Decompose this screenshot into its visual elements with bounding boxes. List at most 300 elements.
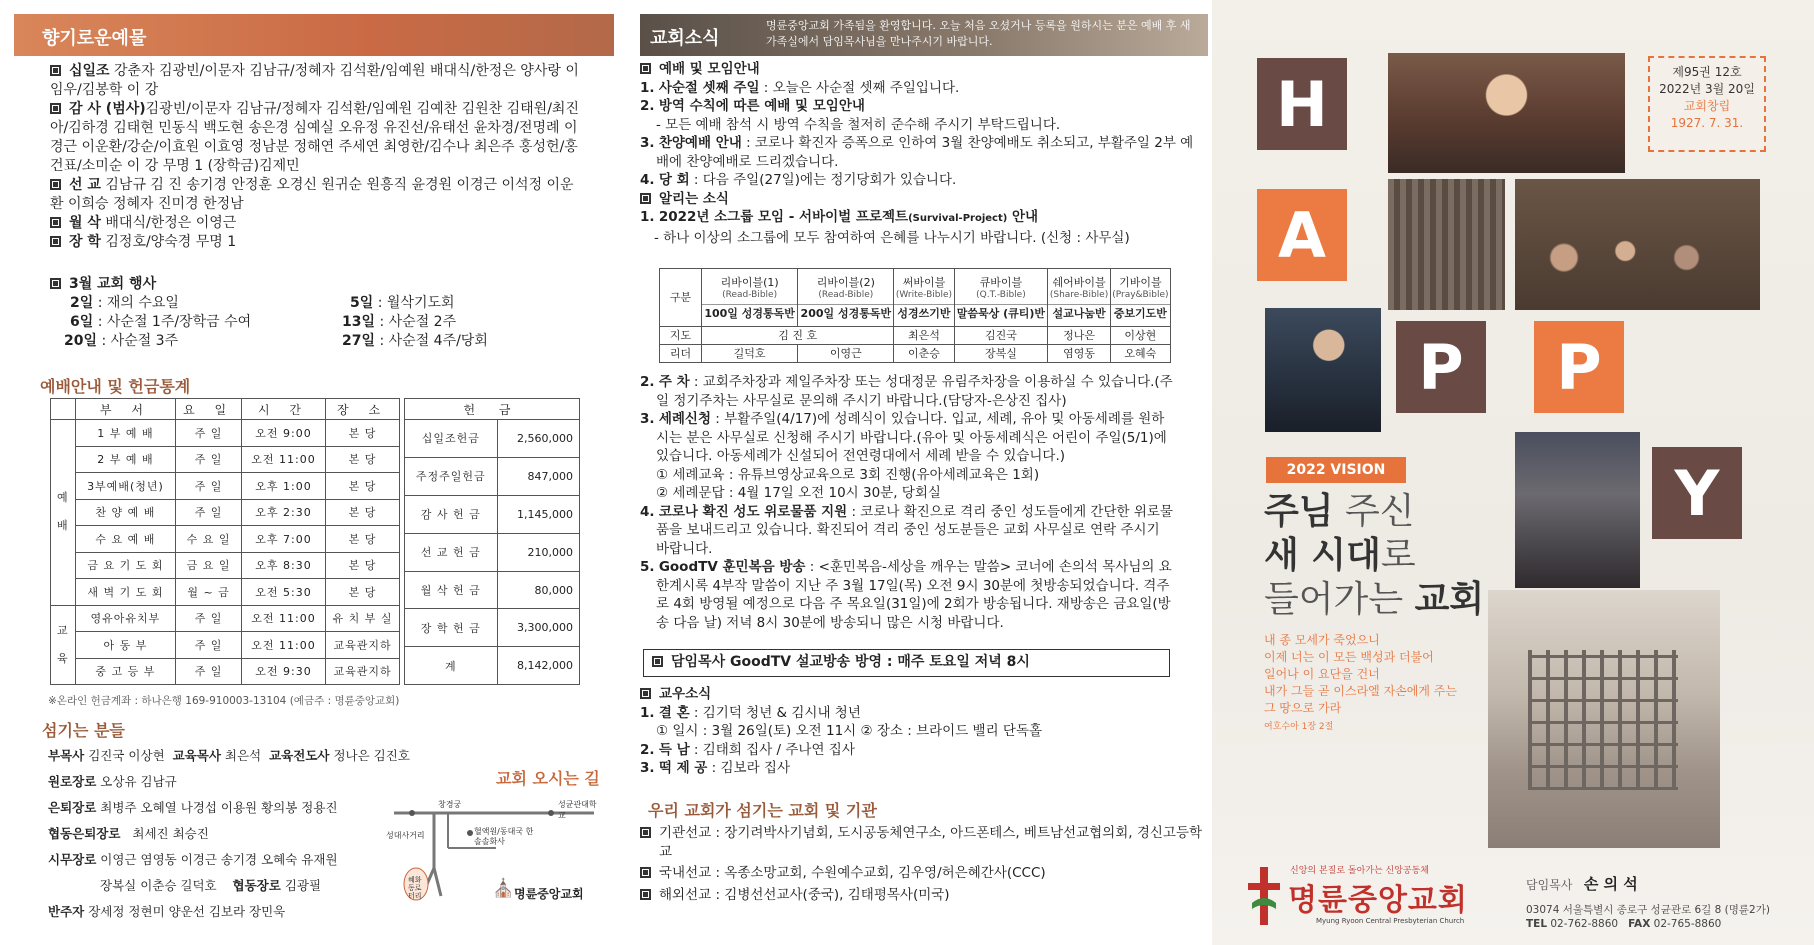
worship-time-cell: 오전 11:00 [241,632,325,659]
left-header-bar [14,14,614,56]
event-text: 사순절 3주 [110,333,179,349]
issue-date: 2022년 3월 20일 [1659,82,1755,96]
church-tagline: 신앙의 본질로 돌아가는 신앙공동체 [1290,866,1429,876]
list-item [640,864,1205,883]
bullet-square-icon [640,193,651,204]
item-number: 1. [640,209,655,225]
slogan-line-2 [1264,534,1416,578]
table-row [405,495,580,533]
worship-section-title: 예배안내 및 헌금통계 [40,377,191,396]
verse-line: 일어나 이 요단을 건너 [1264,667,1380,681]
worship-time-cell: 오전 9:30 [241,658,325,685]
events-grid [64,294,570,354]
item-number: 1. [640,79,655,96]
table-row [51,579,400,606]
group-name-cell [894,269,954,327]
offering-table-body [405,420,580,685]
map-label-station1: 창경궁 [438,800,462,809]
pastor-info [1526,873,1638,894]
table-row [405,420,580,458]
event-item: 6일 : 사순절 1주/장학금 수여 [70,314,252,330]
worship-time-cell: 오전 11:00 [241,446,325,473]
group-name-cell [798,269,894,327]
church-logo [1246,863,1506,933]
offering-stats-table [404,398,580,685]
group-name-sub: (Write-Bible) [895,289,953,300]
slogan-bold: 주님 [1264,491,1334,532]
worship-day-cell: 주 일 [176,658,242,685]
item-text: : 김병선선교사(중국), 김태평목사(미국) [711,886,950,903]
pastor-label: 담임목사 [1526,878,1573,892]
photo-pastor-preaching [1388,53,1625,173]
march-events [50,275,570,354]
table-header-cell [51,399,76,420]
item-text: : 옥종소망교회, 수원예수교회, 김우영/허은혜간사(CCC) [711,865,1046,881]
group-name-cell [954,269,1048,327]
offering-thanks [50,100,580,176]
building-windows [1528,650,1678,790]
table-row [405,609,580,647]
servant-names: 이영근 염영동 이경근 송기경 오혜숙 유재원 [100,852,338,867]
item-text: : 장기려박사기념회, 도시공동체연구소, 아드폰테스, 베트남선교협의회, 경신고등학교 [659,825,1203,860]
item-number: 3. [640,760,655,776]
goodtv-boxed-notice [643,649,1170,677]
section-title-row [640,60,1200,79]
slogan-bold: 새 시대 [1264,535,1381,576]
group-name-cell [1048,269,1110,327]
worship-dept-cell: 찬 양 예 배 [75,499,176,526]
group-desc: 100일 성경통독반 [702,304,797,320]
event-text: 재의 수요일 [106,295,179,311]
item-label-tail: 안내 [1007,209,1039,225]
event-item: 5일 : 월삭기도회 [350,295,455,311]
issue-founded-label: 교회창립 [1683,99,1731,113]
group-leader-cell: 길덕호 [702,345,798,363]
group-table-row [660,345,1171,363]
group-desc: 성경쓰기반 [894,304,953,320]
group-leader-cell: 이영근 [798,345,894,363]
worship-time-cell: 오후 8:30 [241,552,325,579]
group-guide-cell: 김진국 [954,327,1048,345]
event-day: 13일 [342,314,376,330]
item-text: : 부활주일(4/17)에 성례식이 있습니다. 입교, 세례, 유아 및 아동세례를 원하시는 분은 사무실로 신청해 주시기 바랍니다.(유아 및 아동세례식은 어린이 주일(5/1)에 있습니다. 아동세례가 신설되어 전연령대에서 세례 받을 수 있습니다.) [656,411,1167,464]
group-name-cell [702,269,798,327]
bullet-square-icon [640,63,651,74]
event-item: 13일 : 사순절 2주 [342,314,457,330]
group-guide-cell: 최은석 [894,327,954,345]
worship-place-cell: 본 당 [326,446,400,473]
item-label: 결 혼 [658,704,690,721]
group-leader-cell: 오혜숙 [1110,345,1170,363]
slogan-line-1 [1264,490,1415,534]
church-address: 03074 서울특별시 종로구 성균관로 6길 8 (명륜2가) [1526,904,1770,916]
photo-church-building [1488,590,1720,848]
section-title-row [640,190,1200,209]
servant-names: 최은석 [224,748,262,763]
table-header-cell: 시 간 [241,399,325,420]
list-item [640,97,1200,116]
worship-place-cell: 교육관지하 [326,658,400,685]
table-row [51,552,400,579]
worship-group-cell: 예 배 [51,420,76,606]
offering-amount-cell: 3,300,000 [497,609,579,647]
offerings-list [50,62,580,252]
list-item [640,824,1205,861]
middle-header-desc: 명륜중앙교회 가족됨을 환영합니다. 오늘 처음 오셨거나 등록을 원하시는 분은 예배 후 새가족실에서 담임목사님을 만나주시기 바랍니다. [766,19,1191,48]
left-header-title: 향기로운예물 [42,28,147,49]
servants-row [48,743,448,769]
offering-names: 김광빈/이문자 김남규/정혜자 김석환/임예원 김예찬 김원찬 김태원/최진아/김하경 김태현 민동식 백도현 송은경 심예실 오유정 유진선/유태선 윤차경/전명례 이경근 이운환/강순/이효원 이효영 정남분 정해연 주세연 최영한/김수나 최은주 홍성헌/홍건표/소미순 이 강 무명 1 (장학금)김제민 [50,101,579,174]
worship-dept-cell: 영유아유치부 [75,605,176,632]
item-text: - 모든 예배 참석 시 방역 수칙을 철저히 준수해 주시기 부탁드립니다. [656,116,1061,133]
bullet-square-icon [50,236,61,247]
worship-time-cell: 오후 7:00 [241,526,325,553]
map-label-church: 명륜중앙교회 [514,887,584,901]
event-item: 27일 : 사순절 4주/당회 [342,333,488,349]
church-marker-icon: ⛪ [492,878,515,899]
worship-day-cell: 주 일 [176,420,242,447]
list-item [640,722,1200,741]
group-guide-cell: 이상현 [1110,327,1170,345]
bullet-square-icon [50,217,61,228]
table-header-cell: 장 소 [326,399,400,420]
servant-role: 반주자 [48,904,85,919]
item-text: : 교회주차장과 제일주차장 또는 성대정문 유림주차장을 이용하실 수 있습니다.(주일 정기주차는 사무실로 문의해 주시기 바랍니다.(담당자-은상진 집사) [656,374,1173,409]
table-row [51,526,400,553]
event-day: 20일 [64,333,98,349]
offering-names: 배대식/한정은 이영근 [105,215,237,231]
news-section-2-items [640,373,1175,632]
item-text: : 다음 주일(27일)에는 정기당회가 있습니다. [689,172,957,188]
bullet-square-icon [50,179,61,190]
offering-label: 선 교 [69,177,101,193]
worship-day-cell: 주 일 [176,632,242,659]
offering-label: 감 사 (범사) [69,101,146,117]
slogan-rest: 로 [1380,535,1416,576]
item-label: 방역 수칙에 따른 예배 및 모임안내 [658,98,865,114]
worship-place-cell: 유 치 부 실 [326,605,400,632]
worship-day-cell: 주 일 [176,605,242,632]
events-title-row [50,275,570,294]
map-label-station2: 성균관대학교 [558,800,597,820]
servant-role: 원로장로 [48,774,97,789]
group-table-row [660,327,1171,345]
group-name: 기바이블 [1119,275,1162,289]
worship-dept-cell: 새 벽 기 도 회 [75,579,176,606]
fax-label: FAX [1628,918,1651,930]
group-name-cell [1110,269,1170,327]
item-label: 찬양예배 안내 [658,135,742,151]
worship-schedule-table [50,398,400,685]
item-number: 1. [640,704,655,721]
list-item [640,116,1200,135]
item-label: 득 남 [658,741,690,758]
bullet-square-icon [50,65,61,76]
worship-day-cell: 수 요 일 [176,526,242,553]
event-item: 2일 : 재의 수요일 [70,295,179,311]
middle-header-bar [640,14,1208,56]
item-number: 4. [640,503,655,520]
map-label-road: 성대사거리 [386,831,425,840]
group-rowhead-cell: 구분 [660,269,702,327]
group-name-sub: (Pray&Bible) [1112,289,1169,300]
item-text: : 김기덕 청년 & 김시내 청년 [689,704,861,721]
fax-number: 02-765-8860 [1653,918,1722,930]
offering-scholarship [50,233,580,252]
bullet-square-icon [640,889,651,900]
offering-names: 김남규 김 진 송기경 안정훈 오경신 원귀순 원흥직 윤경원 이경근 이석정 이운환 이희승 정혜자 진미경 한정남 [50,177,574,212]
slogan-rest: 주신 [1333,491,1415,532]
servant-names: 장세정 정현미 양운선 김보라 장민욱 [88,904,286,919]
offering-label: 장 학 [69,234,101,250]
middle-header-title: 교회소식 [650,28,720,49]
verse-reference: 여호수아 1장 2절 [1264,722,1334,732]
group-desc: 중보기도반 [1111,304,1170,320]
servant-names: 오상유 김남규 [100,774,177,789]
photo-congregation [1388,179,1505,310]
tile-letter-h: H [1257,58,1347,150]
bullet-square-icon [640,688,651,699]
map-label-bus: 혜화동로터리 [408,876,422,900]
section-title: 교우소식 [659,686,712,702]
worship-day-cell: 주 일 [176,473,242,500]
offering-name-cell: 선 교 헌 금 [405,533,498,571]
worship-table-body [51,420,400,685]
servant-role: 교육목사 [172,748,221,763]
bullet-square-icon [640,827,651,838]
servant-names: 장복실 이춘승 길덕호 [100,878,217,893]
offering-name-cell: 월 삭 헌 금 [405,571,498,609]
worship-place-cell: 본 당 [326,552,400,579]
list-item [640,466,1175,485]
group-leader-cell: 이춘승 [894,345,954,363]
item-number: 2. [640,374,655,390]
servant-role: 교육전도사 [269,748,330,763]
list-item [640,558,1175,632]
item-text: : 김보라 집사 [707,760,790,776]
worship-place-cell: 본 당 [326,473,400,500]
item-text: : <훈민복음-세상을 깨우는 말씀> 코너에 손의석 목사님의 요한계시록 4부작 말씀이 지난 주 3월 17일(목) 오전 9시 30분에 첫방송되었습니다. 격주로 4회 방영될 예정으로 다음 주 목요일(31일)에 2회가 방송됩니다. 재방송은 금요일(방송 다음 날) 저녁 8시 30분에 방송되니 많은 시청 바랍니다. [656,559,1172,631]
table-row [405,647,580,685]
item-text: : 코로나 확진자 증폭으로 인하여 3월 찬양예배도 취소되고, 부활주일 2부 예배에 찬양예배로 드리겠습니다. [656,135,1194,170]
church-name-english: Myung Ryoon Central Presbyterian Church [1316,917,1465,925]
offering-label: 십일조 [69,63,110,79]
item-number: 2. [640,741,655,758]
photo-pastor-podium [1265,308,1381,432]
table-header-row [405,399,580,420]
worship-group-cell: 교 육 [51,605,76,685]
bullet-square-icon [50,103,61,114]
tile-letter-p1: P [1396,321,1486,413]
table-row [405,533,580,571]
list-item [640,373,1175,410]
table-row [405,457,580,495]
item-number: 4. [640,172,655,188]
offering-names: 강춘자 김광빈/이문자 김남규/정혜자 김석환/임예원 배대식/한정은 양사랑 이임우/김봉학 이 강 [50,63,579,98]
section-title: 예배 및 모임안내 [659,61,760,77]
list-item [640,503,1175,559]
group-leader-cell: 장복실 [954,345,1048,363]
worship-place-cell: 본 당 [326,499,400,526]
offering-amount-cell: 1,145,000 [497,495,579,533]
small-group-table [659,268,1171,363]
list-item [640,79,1200,98]
tile-letter-a: A [1257,189,1347,281]
group-name: 리바이블(2) [816,275,875,289]
table-row [51,499,400,526]
news-section-3 [640,685,1200,778]
tel-label: TEL [1526,918,1548,930]
item-number: 3. [640,135,655,151]
verse-line: 내가 그들 곧 이스라엘 자손에게 주는 [1264,684,1457,698]
tile-letter-p2: P [1534,321,1624,413]
section-1-items [640,79,1200,190]
group-rowhead-cell: 리더 [660,345,702,363]
item-text: : 오늘은 사순절 셋째 주일입니다. [759,79,960,96]
pastor-name: 손 의 석 [1583,875,1638,893]
event-text: 월삭기도회 [386,295,455,311]
offering-label: 월 삭 [69,215,101,231]
church-name: 명륜중앙교회 [1288,883,1468,918]
table-row [51,632,400,659]
event-day: 2일 [70,295,94,311]
section-3-items [640,704,1200,778]
map-label-mid: 혈액원/동대국 한솔솔화사 [474,827,534,846]
item-text: ① 일시 : 3월 26일(토) 오전 11시 ② 장소 : 브라이드 밸리 단독홀 [656,723,1043,739]
table-header-row [51,399,400,420]
sec4-title: 우리 교회가 섬기는 교회 및 기관 [648,801,877,820]
photo-sanctuary [1515,432,1640,588]
issue-founded-date: 1927. 7. 31. [1670,116,1744,130]
offering-tithe [50,62,580,100]
worship-time-cell: 오후 2:30 [241,499,325,526]
item-label: 떡 제 공 [658,760,708,776]
bullet-square-icon [652,656,663,667]
slogan-bold: 교회 [1414,579,1485,620]
worship-time-cell: 오전 5:30 [241,579,325,606]
group-desc: 말씀묵상 (큐티)반 [955,304,1048,320]
table-row [51,473,400,500]
issue-volume: 제95권 12호 [1672,65,1742,79]
offering-names: 김정호/양숙경 무명 1 [105,234,237,250]
item-number: 3. [640,411,655,427]
group-desc: 200일 성경통독반 [798,304,893,320]
servant-role: 협동은퇴장로 [48,826,121,841]
offering-amount-cell: 8,142,000 [497,647,579,685]
item-label: 당 회 [658,172,690,188]
list-item [640,171,1200,190]
offering-name-cell: 계 [405,647,498,685]
table-row [405,571,580,609]
group-name-sub: (Q.T.-Bible) [976,289,1026,300]
bullet-square-icon [640,867,651,878]
group-desc: 설교나눔반 [1048,304,1109,320]
item-label: 국내선교 [659,865,712,881]
news-section-4-items [640,824,1205,907]
item-label: GoodTV 훈민복음 방송 [658,559,806,575]
offering-amount-cell: 80,000 [497,571,579,609]
vision-badge: 2022 VISION [1266,457,1406,483]
slogan-line-3 [1264,578,1484,622]
list-item [640,759,1200,778]
bullet-square-icon [50,278,61,289]
worship-day-cell: 주 일 [176,499,242,526]
worship-dept-cell: 1 부 예 배 [75,420,176,447]
list-item [640,704,1200,723]
item-text: : 김태희 집사 / 주나연 집사 [689,741,855,758]
worship-place-cell: 교육관지하 [326,632,400,659]
group-name: 쉐어바이블 [1052,275,1106,289]
item-label: 세례신청 [658,411,711,427]
event-item: 20일 : 사순절 3주 [64,333,179,349]
worship-dept-cell: 중 고 등 부 [75,658,176,685]
boxed-notice-label: 담임목사 GoodTV 설교방송 방영 [671,654,882,670]
section-title: 알리는 소식 [659,190,729,207]
worship-dept-cell: 금 요 기 도 회 [75,552,176,579]
table-row [51,658,400,685]
news-section-1 [640,60,1200,247]
group-leader-cell: 염영동 [1048,345,1110,363]
group-guide-cell: 김 진 호 [702,327,894,345]
item-label-small: (Survival-Project) [908,213,1008,224]
group-name-sub: (Read-Bible) [818,289,874,300]
event-day: 27일 [342,333,376,349]
issue-info-box [1648,56,1766,152]
item-label: 주 차 [658,374,690,390]
group-notice-sub: - 하나 이상의 소그룹에 모두 참여하여 은혜를 나누시기 바랍니다. (신청 : 사무실) [654,229,1130,246]
group-guide-cell: 정나은 [1048,327,1110,345]
worship-dept-cell: 2 부 예 배 [75,446,176,473]
worship-place-cell: 본 당 [326,420,400,447]
item-label: 해외선교 [659,886,712,903]
servant-names: 김진국 이상현 [88,748,165,763]
list-item [640,484,1175,503]
scripture-verse [1264,632,1457,736]
events-title: 3월 교회 행사 [69,276,157,292]
offering-name-cell: 장 학 헌 금 [405,609,498,647]
offering-mission [50,176,580,214]
offering-amount-cell: 210,000 [497,533,579,571]
offering-name-cell: 십일조헌금 [405,420,498,458]
verse-line: 그 땅으로 가라 [1264,701,1342,715]
item-label: 기관선교 [659,825,712,841]
church-map [386,796,598,906]
cross-logo-icon [1246,863,1282,929]
worship-time-cell: 오전 11:00 [241,605,325,632]
item-label: 2022년 소그룹 모임 - 서바이벌 프로젝트 [658,209,909,225]
worship-place-cell: 본 당 [326,579,400,606]
section-title-row [640,685,1200,704]
list-item [640,134,1200,171]
group-notice [640,208,1200,229]
offering-name-cell: 감 사 헌 금 [405,495,498,533]
worship-day-cell: 월 ~ 금 [176,579,242,606]
worship-dept-cell: 아 동 부 [75,632,176,659]
group-name: 리바이블(1) [720,275,779,289]
account-note: ※온라인 헌금계좌 : 하나은행 169-910003-13104 (예금주 : 명륜중앙교회) [48,695,400,707]
offering-name-cell: 주정주일헌금 [405,457,498,495]
group-name: 큐바이블 [979,275,1023,289]
group-table-row [660,269,1171,327]
worship-time-cell: 오전 9:00 [241,420,325,447]
item-label: 사순절 셋째 주일 [658,79,760,96]
table-row [51,446,400,473]
table-header-cell: 헌 금 [405,399,580,420]
verse-line: 내 종 모세가 죽었으니 [1264,633,1380,647]
group-rowhead-cell: 지도 [660,327,702,345]
photo-group [1515,179,1760,310]
servant-names: 최세진 최승진 [132,826,209,841]
